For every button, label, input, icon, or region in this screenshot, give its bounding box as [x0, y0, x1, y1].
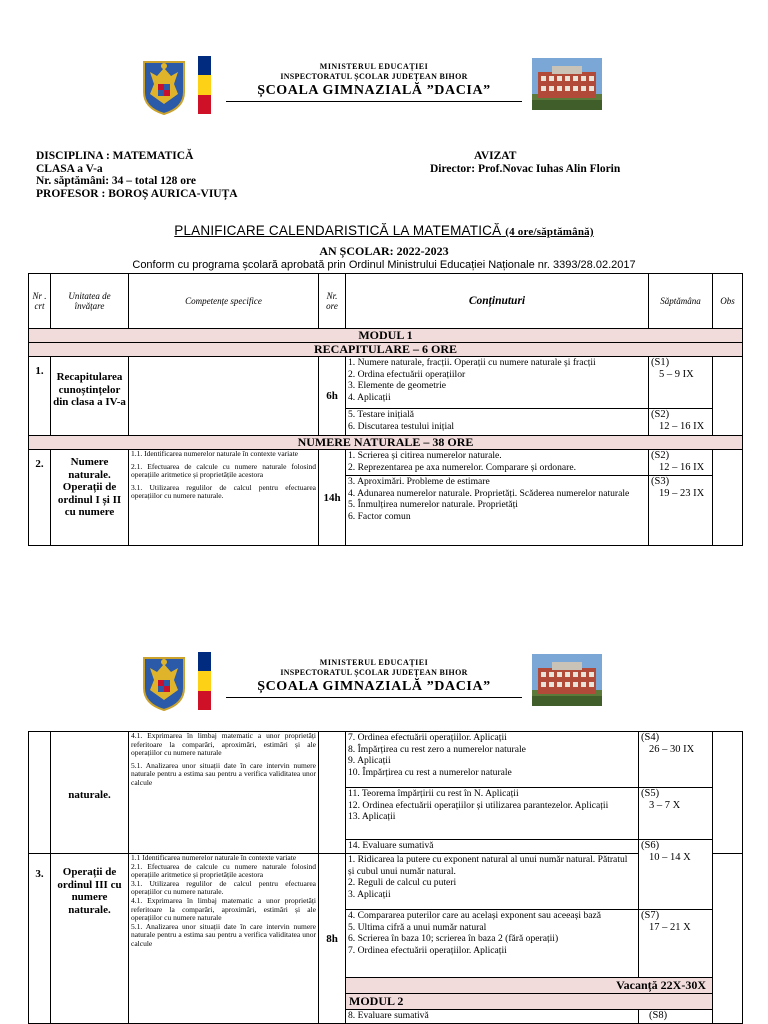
obs-cell [713, 854, 743, 1024]
content-item: 2. Reguli de calcul cu puteri [348, 877, 457, 888]
row-number: 3. [29, 854, 51, 1024]
week-dates: 12 – 16 IX [659, 461, 705, 473]
content-item: 3. Elemente de geometrie [348, 380, 447, 391]
school-building-image [532, 654, 602, 706]
school-year: AN ȘCOLAR: 2022-2023 [319, 244, 449, 258]
title-hours: (4 ore/săptămână) [505, 226, 594, 238]
section-title: RECAPITULARE – 6 ORE [29, 343, 743, 357]
week-dates: 17 – 21 X [649, 921, 691, 933]
week-dates: 26 – 30 IX [649, 743, 695, 755]
content-item: 1. Numere naturale, fracții. Operații cu numere naturale și fracții [348, 357, 596, 368]
content-item: 9. Aplicații [348, 755, 391, 766]
competence-item: 2.1. Efectuarea de calcule cu numere naturale folosind operațiile aritmetice și proprietățile acestora [131, 861, 316, 880]
content-item: 2. Reprezentarea pe axa numerelor. Comparare și ordonare. [348, 461, 577, 473]
content-item: 1. Scrierea și citirea numerelor naturale. [348, 450, 502, 461]
romanian-coat-of-arms-icon [138, 654, 190, 712]
week-code: (S2) [651, 409, 670, 420]
competence-item: 5.1. Analizarea unor situații date în care intervin numere naturale pentru a estima sau pentru a verifica validitatea unor calcule [131, 921, 316, 948]
teacher: PROFESOR : BOROȘ AURICA-VIUȚA [36, 187, 238, 200]
week-code: (S6) [641, 840, 660, 851]
title-main: PLANIFICARE CALENDARISTICĂ LA MATEMATICĂ [174, 223, 502, 238]
section-title: NUMERE NATURALE – 38 ORE [29, 436, 743, 450]
week-code: (S1) [651, 357, 670, 368]
obs-cell [713, 357, 743, 436]
table-row [29, 854, 743, 910]
planning-table-page-2 [28, 731, 743, 1024]
table-header-row [29, 274, 743, 329]
content-item: 6. Factor comun [348, 510, 411, 522]
col-obs-header: Obs [713, 274, 743, 329]
content-item: 8. Evaluare sumativă [348, 1010, 429, 1021]
week-dates: 12 – 16 IX [659, 420, 705, 432]
table-row [29, 357, 743, 409]
content-cell [346, 910, 639, 978]
approval-label: AVIZAT [474, 150, 517, 162]
competence-item: 4.1. Exprimarea în limbaj matematic a unor proprietăți referitoare la comparări, aproximări, estimări și ale operațiilor cu numere naturale [131, 895, 316, 923]
week-cell [649, 409, 713, 436]
competences-cell [129, 732, 319, 854]
row-number [29, 732, 51, 854]
week-cell [639, 788, 713, 840]
module-title: MODUL 1 [29, 329, 743, 343]
page-title [0, 223, 768, 238]
content-cell [346, 854, 639, 910]
content-item: 4. Aplicații [348, 391, 391, 403]
week-code: (S2) [651, 450, 670, 461]
learning-unit: naturale. [51, 732, 129, 854]
content-cell [346, 788, 639, 840]
content-item: 14. Evaluare sumativă [348, 840, 434, 851]
content-item: 5. Ultima cifră a unui număr natural [348, 921, 487, 933]
content-item: 3. Aproximări. Probleme de estimare [348, 476, 490, 487]
romanian-coat-of-arms-icon [138, 58, 190, 116]
obs-cell [713, 450, 743, 546]
row-number: 2. [29, 450, 51, 546]
competence-item: 5.1. Analizarea unor situații date în care intervin numere naturale pentru a estima sau pentru a verifica validitatea unor calcule [131, 760, 316, 787]
ministry-name: MINISTERUL EDUCAȚIEI [319, 62, 429, 71]
week-cell [649, 476, 713, 546]
content-item: 11. Teorema împărțirii cu rest în N. Aplicații [348, 788, 519, 799]
content-item: 13. Aplicații [348, 811, 396, 822]
week-dates: 3 – 7 X [649, 799, 681, 811]
approval-block [430, 150, 690, 175]
content-item: 3. Aplicații [348, 888, 391, 900]
competence-item: 3.1. Utilizarea regulilor de calcul pentru efectuarea operațiilor cu numere naturale. [131, 482, 316, 501]
content-cell [346, 409, 649, 436]
content-item: 5. Înmulțirea numerelor naturale. Proprietăți [348, 499, 518, 510]
content-item: 5. Testare inițială [348, 409, 415, 420]
table-row [29, 732, 743, 788]
letterhead-text [226, 658, 522, 698]
week-code: (S4) [641, 732, 660, 743]
week-code: (S8) [649, 1010, 668, 1021]
content-item: 6. Discutarea testului inițial [348, 420, 455, 432]
competences-cell [129, 450, 319, 546]
content-item: 7. Ordinea efectuării operațiilor. Aplicații [348, 944, 507, 956]
section-numbers-band [29, 436, 743, 450]
week-code: (S5) [641, 788, 660, 799]
module-1-band [29, 329, 743, 343]
week-cell [649, 357, 713, 409]
hours: 14h [319, 450, 346, 546]
letterhead [0, 56, 768, 126]
discipline: DISCIPLINA : MATEMATICĂ [36, 150, 194, 162]
col-hours-header: Nr. ore [319, 274, 346, 329]
class: CLASA a V-a [36, 162, 103, 175]
content-item: 6. Scrierea în baza 10; scrierea în baza 2 (fără operații) [348, 933, 559, 944]
week-code: (S7) [641, 910, 660, 921]
plan-info [36, 150, 376, 200]
competence-item: 4.1. Exprimarea în limbaj matematic a unor proprietăți referitoare la comparări, aproximări, estimări și ale operațiilor cu numere naturale [131, 731, 316, 758]
planning-table-page-1 [28, 273, 743, 546]
hours: 6h [319, 357, 346, 436]
ministry-name: MINISTERUL EDUCAȚIEI [319, 658, 429, 667]
content-cell [346, 840, 639, 854]
week-dates: 5 – 9 IX [659, 368, 694, 380]
week-cell [639, 1010, 713, 1024]
col-nr-header: Nr . crt [29, 274, 51, 329]
week-code: (S3) [651, 476, 670, 487]
school-name: ȘCOALA GIMNAZIALĂ ”DACIA” [226, 678, 522, 698]
col-content-header: Conținuturi [346, 274, 649, 329]
table-row [29, 450, 743, 476]
competence-item: 3.1. Utilizarea regulilor de calcul pentru efectuarea operațiilor cu numere naturale. [131, 878, 316, 897]
inspectorate-name: INSPECTORATUL ȘCOLAR JUDEȚEAN BIHOR [280, 668, 468, 677]
obs-cell [713, 732, 743, 854]
content-item: 4. Compararea puterilor care au același exponent sau aceeași bază [348, 910, 602, 921]
content-item: 1. Ridicarea la putere cu exponent natural al unui număr natural. Pătratul și cubul unui număr natural. [348, 854, 628, 877]
letterhead-text [226, 62, 522, 102]
module-title: MODUL 2 [346, 994, 713, 1010]
week-dates: 10 – 14 X [649, 851, 691, 863]
content-cell [346, 476, 649, 546]
content-item: 12. Ordinea efectuării operațiilor și utilizarea parantezelor. Aplicații [348, 799, 609, 811]
letterhead [0, 652, 768, 722]
romanian-flag-icon [198, 652, 211, 710]
week-cell [649, 450, 713, 476]
content-cell [346, 357, 649, 409]
content-item: 7. Ordinea efectuării operațiilor. Aplicații [348, 732, 507, 743]
content-cell [346, 732, 639, 788]
content-item: 10. Împărțirea cu rest a numerelor naturale [348, 766, 512, 778]
competence-item: 1.1. Identificarea numerelor naturale în contexte variate [131, 449, 298, 458]
learning-unit: Numere naturale. Operații de ordinul I și II cu numere [51, 450, 129, 546]
school-building-image [532, 58, 602, 110]
content-cell [346, 1010, 639, 1024]
week-cell [639, 840, 713, 910]
content-item: 2. Ordina efectuării operațiilor [348, 368, 466, 380]
learning-unit: Operații de ordinul III cu numere naturale. [51, 854, 129, 1024]
competences-cell [129, 854, 319, 1024]
content-item: 8. Împărțirea cu rest zero a numerelor naturale [348, 743, 526, 755]
col-week-header: Săptămâna [649, 274, 713, 329]
romanian-flag-icon [198, 56, 211, 114]
competence-item: 1.1 Identificarea numerelor naturale în contexte variate [131, 853, 297, 862]
content-item: 4. Adunarea numerelor naturale. Proprietăți. Scăderea numerelor naturale [348, 487, 630, 499]
curriculum-reference: Conform cu programa școlară aprobată prin Ordinul Ministrului Educației Naționale nr. 3393/28.02.2017 [132, 259, 636, 271]
row-number: 1. [29, 357, 51, 436]
content-cell [346, 450, 649, 476]
week-dates: 19 – 23 IX [659, 487, 705, 499]
director-name: Director: Prof.Novac Iuhas Alin Florin [430, 162, 621, 175]
school-name: ȘCOALA GIMNAZIALĂ ”DACIA” [226, 82, 522, 102]
week-cell [639, 732, 713, 788]
hours [319, 732, 346, 854]
vacation-label: Vacanță 22X-30X [346, 978, 713, 994]
col-unit-header: Unitatea de învățare [51, 274, 129, 329]
weeks-total: Nr. săptămâni: 34 – total 128 ore [36, 175, 197, 187]
col-competences-header: Competențe specifice [129, 274, 319, 329]
week-cell [639, 910, 713, 978]
inspectorate-name: INSPECTORATUL ȘCOLAR JUDEȚEAN BIHOR [280, 72, 468, 81]
section-recap-band [29, 343, 743, 357]
competences-cell [129, 357, 319, 436]
learning-unit: Recapitularea cunoștințelor din clasa a IV-a [51, 357, 129, 436]
hours: 8h [319, 854, 346, 1024]
competence-item: 2.1. Efectuarea de calcule cu numere naturale folosind operațiile aritmetice și proprietățile acestora [131, 461, 316, 480]
